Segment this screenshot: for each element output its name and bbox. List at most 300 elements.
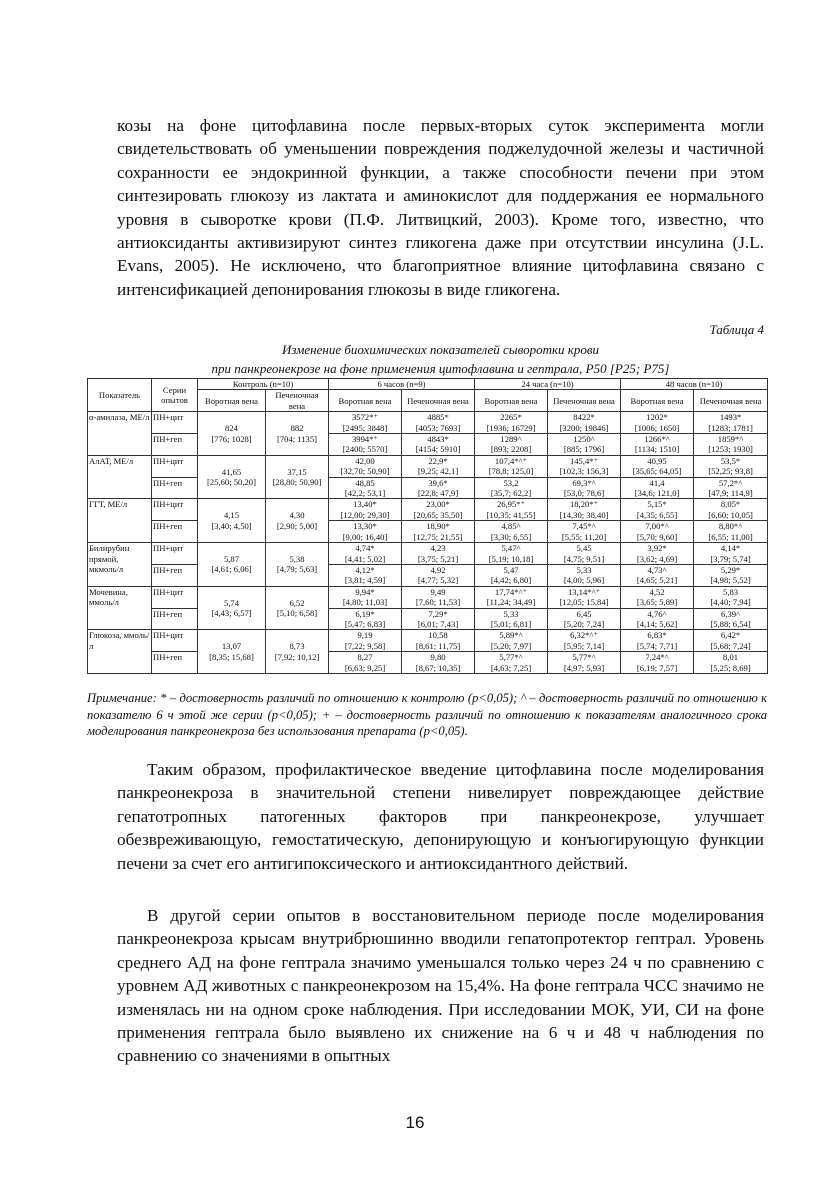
cell-median: 5,87	[223, 554, 240, 564]
cell-range: [7,92; 10,12]	[274, 651, 320, 662]
cell-median: 13,30*	[353, 521, 377, 532]
cell-median: 1493*	[719, 412, 742, 423]
cell-range: [8,35; 15,68]	[209, 651, 254, 662]
value-cell	[329, 477, 402, 499]
cell-range: [8,67; 10,35]	[415, 662, 461, 673]
value-cell	[548, 608, 621, 630]
value-cell	[548, 455, 621, 477]
cell-median: 41,4	[649, 477, 665, 488]
cell-range: [5,20; 7,24]	[563, 618, 605, 629]
cell-range: [6,63; 9,25]	[344, 662, 386, 673]
value-cell	[329, 499, 402, 521]
header-portal: Воротная вена	[475, 390, 548, 412]
cell-range: [12,00; 29,30]	[340, 509, 390, 520]
cell-median: 2265*	[500, 412, 522, 423]
series-label: ПН+геп	[152, 434, 198, 456]
value-cell	[329, 434, 402, 456]
cell-range: [4154; 5910]	[415, 444, 461, 455]
cell-range: [2400; 5570]	[342, 444, 388, 455]
paragraph-3: В другой серии опытов в восстановительном периоде после моделирования панкреонекроза крысам внутрибрюшинно вводили гепатопротектор гептрал. Уровень среднего АД на фоне гептрала значимо уменьшался только через 24 ч по сравнению с уровнем АД животных с панкреонекрозом на 15,4%. На фоне гептрала ЧСС значимо не изменялась ни на одном сроке наблюдения. При исследовании МОК, УИ, СИ на фоне применения гептрала было выявлено их снижение на 6 ч и 48 ч наблюдения по сравнению со значениями в опытных	[117, 906, 764, 1066]
value-cell	[694, 564, 768, 586]
cell-range: [893; 2208]	[490, 444, 532, 455]
cell-range: [2495; 3848]	[342, 422, 388, 433]
cell-median: 4,30	[289, 510, 305, 521]
value-cell	[694, 630, 768, 652]
series-label: ПН+цит	[152, 499, 198, 521]
cell-median: 41,65	[221, 466, 242, 477]
header-hepatic: Печеночная вена	[694, 390, 768, 412]
value-cell	[475, 499, 548, 521]
table-caption	[117, 340, 764, 378]
cell-median: 23,00*	[426, 499, 450, 510]
cell-median: 5,47	[503, 564, 519, 575]
cell-range: [4,40; 7,94]	[710, 597, 751, 608]
value-cell	[548, 564, 621, 586]
cell-range: [42,2; 53,1]	[344, 488, 386, 499]
cell-median: 26,95*⁺	[496, 499, 526, 510]
value-cell	[475, 477, 548, 499]
value-cell	[475, 455, 548, 477]
value-cell	[475, 630, 548, 652]
table-caption-line-2: при панкреонекрозе на фоне применения цитофлавина и гептрала, P50 [P25; P75]	[211, 361, 670, 376]
cell-median: 7,45*^	[572, 521, 596, 532]
cell-range: [4,14; 5,62]	[636, 618, 678, 629]
value-cell	[402, 543, 475, 565]
cell-median: 4,14*	[720, 543, 741, 554]
value-cell	[621, 652, 694, 674]
control-hepatic-cell	[266, 455, 329, 499]
table-row	[88, 477, 768, 499]
cell-range: [4,77; 5,32]	[417, 575, 459, 586]
cell-median: 882	[290, 423, 304, 434]
cell-median: 4,73^	[647, 564, 667, 575]
value-cell	[402, 477, 475, 499]
row-label: Мочевина, ммоль/л	[88, 586, 152, 630]
table-row	[88, 412, 768, 434]
cell-median: 40,95	[647, 455, 667, 466]
header-6h: 6 часов (n=9)	[329, 379, 475, 390]
cell-range: [3,81; 4,59]	[344, 575, 386, 586]
cell-range: [9,25; 42,1]	[417, 466, 459, 477]
table-number: Таблица 4	[709, 322, 764, 337]
value-cell	[329, 543, 402, 565]
value-cell	[621, 477, 694, 499]
cell-median: 5,29*	[720, 564, 741, 575]
row-label: АлАТ, МЕ/л	[88, 455, 152, 499]
value-cell	[548, 543, 621, 565]
value-cell	[694, 477, 768, 499]
cell-range: [776; 1028]	[211, 433, 252, 444]
cell-median: 5,33	[503, 608, 519, 619]
table-row	[88, 543, 768, 565]
control-portal-cell	[198, 630, 266, 674]
cell-median: 17,74*^⁺	[494, 586, 528, 597]
value-cell	[621, 521, 694, 543]
cell-median: 39,6*	[428, 477, 448, 488]
header-indicator: Показатель	[88, 379, 152, 412]
value-cell	[475, 543, 548, 565]
row-label: Глюкоза, ммоль/л	[88, 630, 152, 674]
cell-range: [34,6; 121,0]	[634, 488, 680, 499]
value-cell	[402, 586, 475, 608]
cell-median: 4,52	[649, 586, 665, 597]
table-body	[88, 412, 768, 674]
cell-range: [3,75; 5,21]	[417, 553, 459, 564]
cell-median: 7,00*^	[645, 521, 669, 532]
cell-range: [1283; 1781]	[708, 422, 753, 433]
value-cell	[694, 608, 768, 630]
table-row	[88, 564, 768, 586]
cell-median: 8,80*^	[718, 521, 743, 532]
control-hepatic-cell	[266, 586, 329, 630]
cell-median: 57,2*^	[718, 477, 743, 488]
row-label: Билирубин прямой, мкмоль/л	[88, 543, 152, 587]
row-label: α-амилаза, МЕ/л	[88, 412, 152, 456]
header-portal: Воротная вена	[329, 390, 402, 412]
cell-range: [1006; 1650]	[634, 422, 680, 433]
control-portal-cell	[198, 412, 266, 456]
cell-range: [12,05; 15,84]	[559, 597, 609, 608]
cell-median: 5,77*^	[572, 652, 596, 663]
cell-median: 5,89*^	[499, 630, 523, 641]
cell-median: 9,80	[430, 652, 446, 663]
cell-median: 1289^	[500, 434, 522, 445]
cell-median: 4,76^	[647, 608, 667, 619]
table-row	[88, 652, 768, 674]
cell-median: 145,4*⁺	[569, 455, 599, 466]
cell-range: [28,80; 50,90]	[272, 477, 322, 488]
control-portal-cell	[198, 499, 266, 543]
series-label: ПН+геп	[152, 652, 198, 674]
cell-median: 4,12*	[355, 564, 375, 575]
cell-range: [5,95; 7,14]	[563, 640, 605, 651]
cell-median: 7,29*	[428, 608, 448, 619]
cell-range: [78,8; 125,0]	[488, 466, 534, 477]
cell-median: 1250^	[573, 434, 595, 445]
series-label: ПН+геп	[152, 608, 198, 630]
value-cell	[694, 586, 768, 608]
cell-range: [3,79; 5,74]	[710, 553, 751, 564]
cell-range: [4,00; 5,96]	[563, 575, 605, 586]
cell-median: 8,73	[289, 641, 305, 652]
cell-range: [12,75; 21,55]	[413, 531, 463, 542]
cell-median: 9,94*	[355, 586, 375, 597]
value-cell	[329, 652, 402, 674]
value-cell	[402, 608, 475, 630]
cell-range: [4,41; 5,02]	[344, 553, 386, 564]
header-hepatic: Печеночная вена	[402, 390, 475, 412]
value-cell	[548, 477, 621, 499]
cell-median: 3572*⁺	[352, 412, 379, 423]
cell-median: 1202*	[646, 412, 668, 423]
value-cell	[548, 586, 621, 608]
cell-range: [5,20; 7,97]	[490, 640, 532, 651]
cell-median: 53,2	[503, 477, 519, 488]
cell-median: 8,27	[357, 652, 373, 663]
cell-range: [4,61; 6,06]	[211, 564, 252, 575]
cell-range: [32,70; 50,90]	[340, 466, 390, 477]
cell-range: [5,70; 9,60]	[636, 531, 678, 542]
value-cell	[402, 564, 475, 586]
table-row	[88, 499, 768, 521]
value-cell	[402, 434, 475, 456]
cell-median: 53,5*	[720, 455, 741, 466]
cell-range: [6,19; 7,57]	[636, 662, 678, 673]
value-cell	[329, 586, 402, 608]
cell-median: 9,49	[430, 586, 446, 597]
cell-range: [5,19; 10,18]	[488, 553, 534, 564]
header-control: Контроль (n=10)	[198, 379, 329, 390]
cell-median: 5,77*^	[499, 652, 523, 663]
value-cell	[548, 630, 621, 652]
cell-median: 10,58	[428, 630, 448, 641]
cell-range: [3200; 19846]	[559, 422, 609, 433]
value-cell	[475, 564, 548, 586]
table-note: Примечание: * – достоверность различий по отношению к контролю (p<0,05); ^ – достоверность различий по отношению к показателю 6 ч этой же серии (p<0,05); + – достоверность различий по отношению к показателям аналогичного срока моделирования панкреонекроза без использования препарата (p<0,05).	[87, 691, 767, 738]
paragraph-2: Таким образом, профилактическое введение цитофлавина после моделирования панкреонекроза в значительной степени нивелирует повреждающее действие гепатотропных патогенных факторов при панкреонекрозе, улучшает обезвреживающую, гемостатическую, депонирующую и конъюгирующую функции печени за счет его антигипоксического и антиоксидантного действий.	[117, 760, 764, 873]
cell-median: 824	[225, 423, 238, 434]
cell-range: [1253; 1930]	[708, 444, 753, 455]
value-cell	[621, 543, 694, 565]
cell-median: 22,9*	[428, 455, 448, 466]
cell-range: [53,0; 78,6]	[563, 488, 605, 499]
cell-median: 6,32*^⁺	[570, 630, 598, 641]
value-cell	[694, 499, 768, 521]
value-cell	[402, 521, 475, 543]
cell-range: [47,9; 114,9]	[708, 488, 753, 499]
cell-median: 4885*	[427, 412, 449, 423]
cell-median: 4,92	[430, 564, 446, 575]
control-hepatic-cell	[266, 499, 329, 543]
paragraph-1: козы на фоне цитофлавина после первых-вторых суток эксперимента могли свидетельствовать об уменьшении повреждения поджелудочной железы и частичной сохранности ее эндокринной функции, а также способности печени при этом синтезировать глюкозу из лактата и аминокислот для поддержания ее нормального уровня в сыворотке крови (П.Ф. Литвицкий, 2003). Кроме того, известно, что антиоксиданты активизируют синтез гликогена даже при отсутствии инсулина (J.L. Evans, 2005). Не исключено, что благоприятное влияние цитофлавина связано с интенсификацией депонирования глюкозы в виде гликогена.	[117, 116, 764, 299]
value-cell	[329, 455, 402, 477]
value-cell	[402, 412, 475, 434]
cell-median: 7,24*^	[645, 652, 669, 663]
cell-range: [5,01; 6,81]	[490, 618, 532, 629]
series-label: ПН+геп	[152, 521, 198, 543]
series-label: ПН+цит	[152, 630, 198, 652]
value-cell	[548, 434, 621, 456]
control-portal-cell	[198, 543, 266, 587]
cell-median: 6,19*	[355, 608, 375, 619]
control-hepatic-cell	[266, 630, 329, 674]
value-cell	[475, 586, 548, 608]
cell-median: 6,39^	[721, 608, 741, 619]
cell-range: [3,30; 6,55]	[490, 531, 532, 542]
cell-median: 9,19	[357, 630, 373, 641]
cell-median: 8,05*	[720, 499, 741, 510]
cell-median: 4,15	[223, 510, 240, 521]
value-cell	[329, 630, 402, 652]
cell-median: 5,45	[576, 543, 592, 554]
cell-range: [20,65; 35,50]	[413, 509, 463, 520]
value-cell	[475, 608, 548, 630]
cell-range: [6,55; 11,00]	[708, 531, 753, 542]
table-row	[88, 586, 768, 608]
cell-range: [1936; 16729]	[486, 422, 536, 433]
cell-range: [7,60; 11,53]	[415, 597, 461, 608]
cell-median: 5,38	[289, 554, 305, 564]
cell-range: [102,3; 156,3]	[559, 466, 609, 477]
value-cell	[694, 455, 768, 477]
cell-range: [5,25; 8,69]	[710, 662, 751, 673]
cell-range: [4,42; 6,80]	[490, 575, 532, 586]
value-cell	[548, 412, 621, 434]
cell-range: [6,01; 7,43]	[417, 618, 459, 629]
header-hepatic: Печеночная вена	[548, 390, 621, 412]
cell-range: [4,63; 7,25]	[490, 662, 532, 673]
header-portal: Воротная вена	[621, 390, 694, 412]
cell-median: 18,90*	[426, 521, 450, 532]
value-cell	[694, 652, 768, 674]
cell-median: 1859*^	[717, 434, 744, 445]
control-hepatic-cell	[266, 412, 329, 456]
cell-range: [4,79; 5,63]	[276, 564, 318, 575]
cell-range: [52,25; 93,8]	[708, 466, 753, 477]
cell-range: [25,60; 50,20]	[207, 477, 256, 488]
cell-median: 8422*	[573, 412, 595, 423]
cell-range: [3,65; 5,89]	[636, 597, 678, 608]
value-cell	[329, 608, 402, 630]
value-cell	[621, 630, 694, 652]
cell-median: 107,4*^⁺	[494, 455, 528, 466]
value-cell	[548, 652, 621, 674]
value-cell	[402, 652, 475, 674]
cell-range: [5,88; 6,54]	[710, 618, 751, 629]
cell-median: 5,15*	[647, 499, 667, 510]
header-portal: Воротная вена	[198, 390, 266, 412]
header-row-1	[88, 379, 768, 390]
table-row	[88, 630, 768, 652]
cell-range: [5,74; 7,71]	[636, 640, 678, 651]
cell-median: 4843*	[427, 434, 449, 445]
cell-range: [4,80; 11,03]	[342, 597, 388, 608]
header-24h: 24 часа (n=10)	[475, 379, 621, 390]
cell-range: [4,43; 6,57]	[211, 608, 252, 619]
biochem-table	[87, 378, 768, 674]
cell-range: [704; 1135]	[276, 433, 318, 444]
table-row	[88, 521, 768, 543]
cell-median: 4,85^	[501, 521, 521, 532]
cell-range: [5,10; 6,58]	[276, 608, 318, 619]
value-cell	[694, 521, 768, 543]
cell-range: [3,62; 4,69]	[636, 553, 678, 564]
value-cell	[402, 499, 475, 521]
cell-range: [35,65; 64,05]	[632, 466, 682, 477]
cell-median: 42,00	[355, 455, 375, 466]
value-cell	[548, 521, 621, 543]
cell-median: 4,23	[430, 543, 446, 554]
cell-median: 5,47^	[501, 543, 521, 554]
cell-median: 6,83*	[647, 630, 667, 641]
value-cell	[694, 434, 768, 456]
cell-range: [5,55; 11,20]	[561, 531, 607, 542]
cell-median: 4,74*	[355, 543, 375, 554]
value-cell	[621, 455, 694, 477]
value-cell	[621, 608, 694, 630]
series-label: ПН+цит	[152, 586, 198, 608]
cell-range: [4,75; 9,51]	[563, 553, 605, 564]
cell-range: [4,65; 5,21]	[636, 575, 678, 586]
header-hepatic: Печеночная вена	[266, 390, 329, 412]
series-label: ПН+цит	[152, 543, 198, 565]
cell-range: [8,61; 11,75]	[415, 640, 461, 651]
series-label: ПН+цит	[152, 455, 198, 477]
value-cell	[621, 434, 694, 456]
cell-range: [3,40; 4,50]	[211, 520, 252, 531]
value-cell	[621, 412, 694, 434]
header-48h: 48 часов (n=10)	[621, 379, 768, 390]
cell-median: 48,85	[355, 477, 375, 488]
cell-range: [2,90; 5,00]	[276, 520, 318, 531]
cell-range: [4053; 7693]	[415, 422, 461, 433]
cell-median: 69,3*^	[572, 477, 596, 488]
cell-median: 6,52	[289, 597, 305, 608]
cell-range: [885; 1796]	[563, 444, 605, 455]
cell-median: 37,15	[287, 466, 307, 477]
cell-median: 6,45	[576, 608, 592, 619]
header-series: Серии опытов	[152, 379, 198, 412]
table-caption-line-1: Изменение биохимических показателей сыворотки крови	[281, 342, 600, 357]
cell-median: 3994*⁺	[352, 434, 379, 445]
cell-median: 13,14*^⁺	[567, 586, 601, 597]
cell-median: 13,07	[221, 641, 242, 652]
cell-median: 5,33	[576, 564, 592, 575]
cell-median: 5,83	[723, 586, 739, 597]
table-row	[88, 434, 768, 456]
cell-range: [4,98; 5,52]	[710, 575, 751, 586]
series-label: ПН+цит	[152, 412, 198, 434]
cell-median: 6,42*	[720, 630, 741, 641]
value-cell	[694, 412, 768, 434]
cell-range: [4,35; 6,55]	[636, 509, 678, 520]
page-number: 16	[405, 1113, 425, 1132]
series-label: ПН+геп	[152, 477, 198, 499]
value-cell	[694, 543, 768, 565]
value-cell	[402, 455, 475, 477]
cell-median: 13,40*	[353, 499, 377, 510]
table-row	[88, 455, 768, 477]
value-cell	[329, 412, 402, 434]
series-label: ПН+геп	[152, 564, 198, 586]
cell-range: [4,97; 5,93]	[563, 662, 605, 673]
cell-range: [5,68; 7,24]	[710, 640, 751, 651]
value-cell	[475, 521, 548, 543]
cell-range: [1134; 1510]	[634, 444, 680, 455]
cell-range: [22,8; 47,9]	[417, 488, 459, 499]
row-label: ГГТ, МЕ/л	[88, 499, 152, 543]
control-portal-cell	[198, 586, 266, 630]
value-cell	[621, 564, 694, 586]
value-cell	[402, 630, 475, 652]
cell-range: [5,47; 6,83]	[344, 618, 386, 629]
table-row	[88, 608, 768, 630]
cell-range: [35,7; 62,2]	[490, 488, 532, 499]
control-hepatic-cell	[266, 543, 329, 587]
cell-range: [10,35; 41,55]	[486, 509, 536, 520]
value-cell	[621, 499, 694, 521]
cell-range: [7,22; 9,58]	[344, 640, 386, 651]
value-cell	[475, 652, 548, 674]
cell-range: [6,60; 10,05]	[708, 509, 753, 520]
value-cell	[329, 564, 402, 586]
cell-median: 8,01	[723, 652, 739, 663]
value-cell	[548, 499, 621, 521]
cell-median: 18,20*⁺	[569, 499, 599, 510]
cell-median: 3,92*	[647, 543, 667, 554]
control-portal-cell	[198, 455, 266, 499]
cell-range: [11,24; 34,49]	[486, 597, 536, 608]
